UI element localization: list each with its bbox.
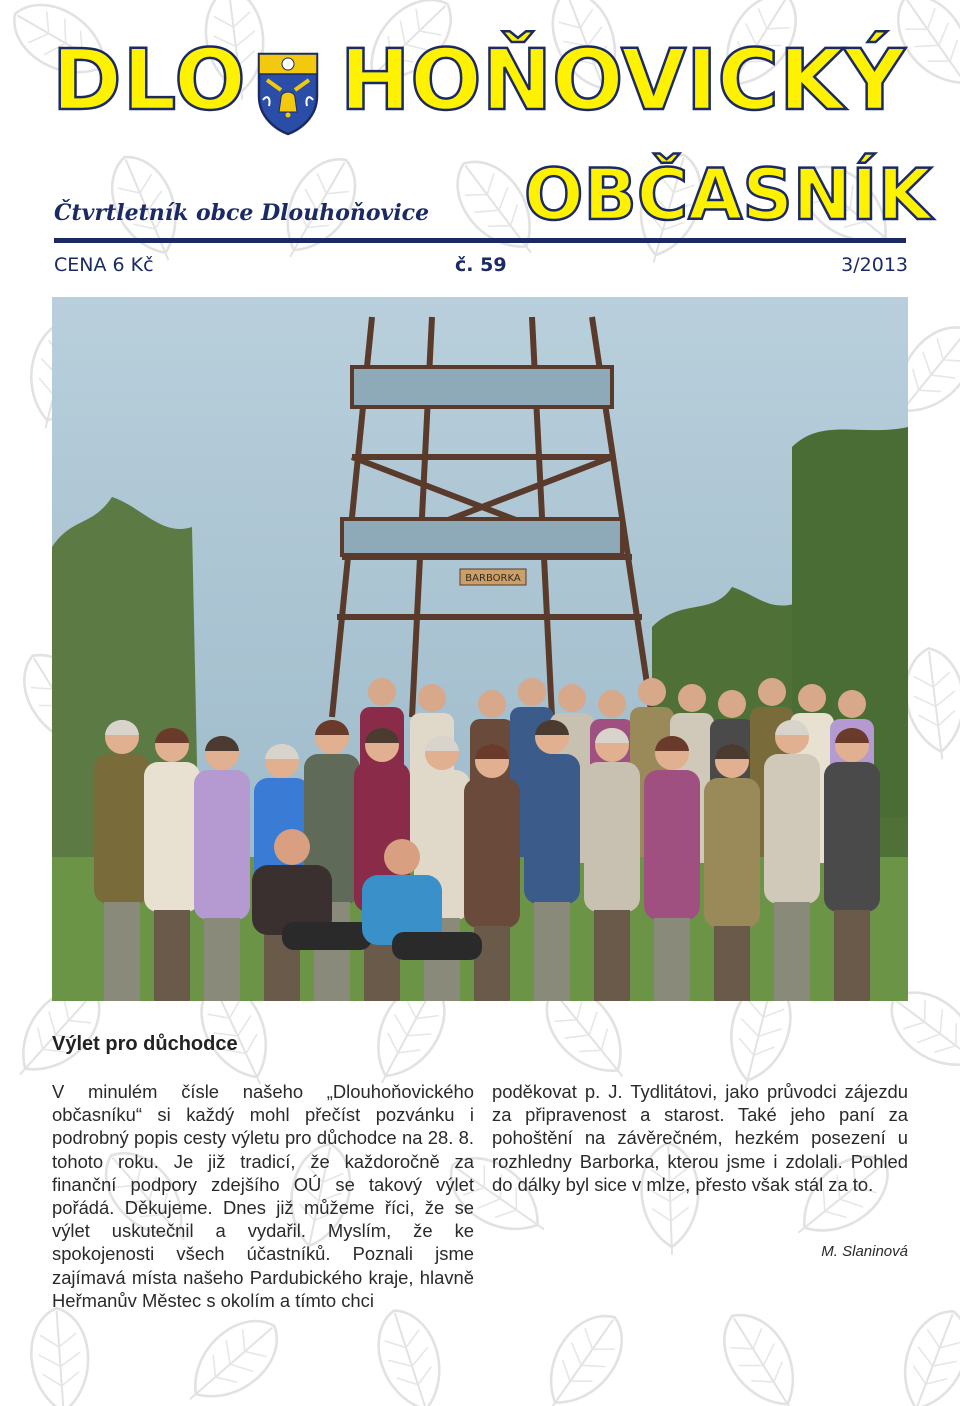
person-legs [774,902,810,1001]
person-legs [594,910,630,1001]
article-title: Výlet pro důchodce [52,1033,238,1055]
person-legs [282,922,372,950]
person-head [368,678,396,706]
person-body [584,762,640,912]
person-body [824,762,880,912]
person-head [598,690,626,718]
article-signature: M. Slaninová [821,1243,908,1260]
person-body [764,754,820,904]
leaf-decoration [901,645,960,763]
person-head [274,829,310,865]
issue-number: č. 59 [455,254,507,276]
leaf-decoration [708,1301,815,1406]
article-column-right: poděkovat p. J. Tydlitátovi, jako průvodci zájezdu za připravenost a starost. Také jeho paní za pohoštění na závěrečném, hezkém posezení u rozhledny Barborka, kterou jsme i zdolali. Pohled do dálky byl sice v mlze, přesto však stál za to. [492,1081,908,1195]
person-head [758,678,786,706]
person-legs [392,932,482,960]
person-legs [154,910,190,1001]
coat-of-arms-icon [255,50,321,136]
cover-photo [52,297,908,1001]
leaf-decoration [367,1302,455,1406]
masthead-rule [54,238,906,243]
leaf-decoration [528,1301,638,1406]
person-body [524,754,580,904]
person-head [478,690,506,718]
leaf-decoration [171,1305,292,1406]
person-legs [654,918,690,1001]
masthead-title-left: DLO [52,31,247,129]
person-legs [534,902,570,1001]
masthead-title-second: OBČASNÍK [524,154,932,236]
person-head [518,678,546,706]
person-body [644,770,700,920]
person-head [718,690,746,718]
person-legs [204,918,240,1001]
article-column-left: V minulém čísle našeho „Dlouhoňovického občasníku“ si každý mohl přečíst pozvánku i podrobný popis cesty výletu pro důchodce na 28. 8. tohoto roku. Je již tradicí, že každoročně za finanční podpory zdejšího OÚ se takový výlet pořádá. Děkujeme. Dnes již můžeme říci, že se výlet uskutečnil a vydařil. Myslím, že ke spokojenosti všech účastníků. Poznali jsme zajímavá místa našeho Pardubického kraje, hlavně Heřmanův Městec s okolím a tímto chci [52,1081,474,1311]
person-body [194,770,250,920]
person-head [384,839,420,875]
person-head [558,684,586,712]
person-head [798,684,826,712]
person-head [678,684,706,712]
masthead [0,0,960,300]
person-legs [104,902,140,1001]
person-body [464,778,520,928]
person-legs [834,910,870,1001]
issue-price: CENA 6 Kč [54,254,154,276]
person-body [144,762,200,912]
masthead-tagline: Čtvrtletník obce Dlouhoňovice [54,200,430,226]
person-head [838,690,866,718]
tower-sign: BARBORKA [465,573,521,584]
leaf-decoration [28,1306,92,1406]
person-legs [714,926,750,1001]
masthead-title-right: HOŇOVICKÝ [340,31,905,129]
person-body [94,754,150,904]
leaf-decoration [887,1301,960,1406]
person-head [638,678,666,706]
person-head [418,684,446,712]
person-body [704,778,760,928]
issue-date: 3/2013 [841,254,908,276]
group-photo-lookout-tower [52,297,908,1001]
